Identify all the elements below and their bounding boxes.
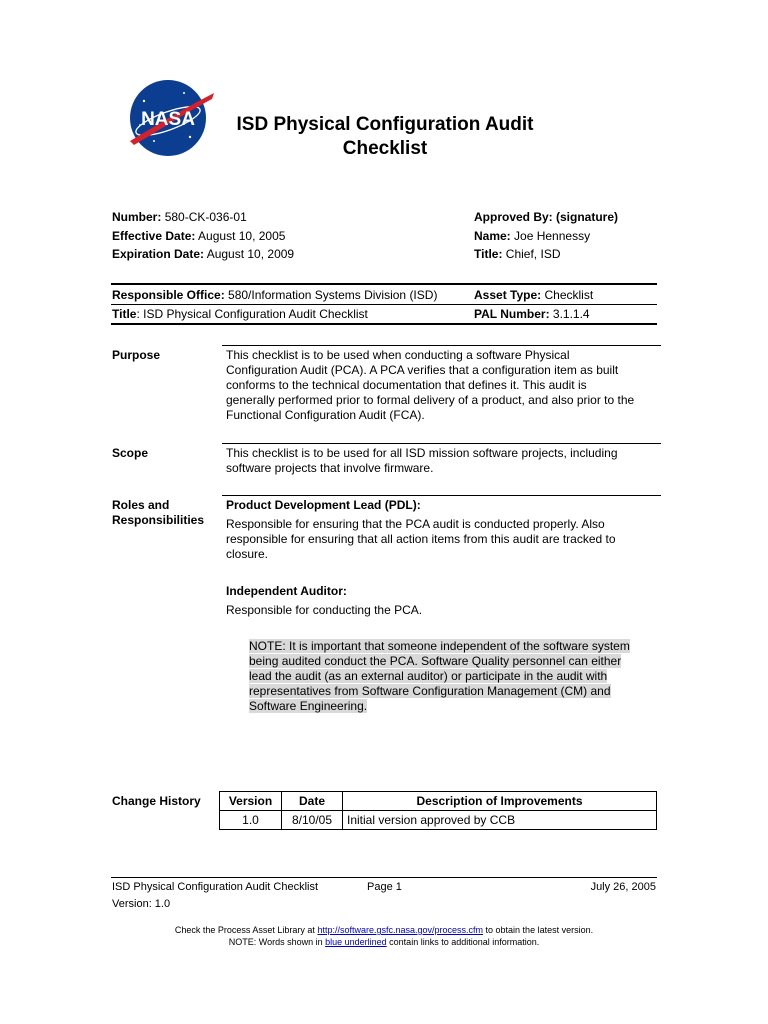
footer-rule <box>111 877 657 878</box>
footer-note-text: NOTE: Words shown in <box>228 937 326 947</box>
pdl-line: Responsible for ensuring that the PCA audit is conducted properly. Also <box>226 517 605 531</box>
office-bottom-rule <box>111 323 657 325</box>
doc-title-value: : ISD Physical Configuration Audit Checklist <box>136 307 368 321</box>
asset-type-row <box>474 286 593 304</box>
table-header-row <box>220 792 657 811</box>
roles-label-line: Roles and <box>112 498 170 512</box>
purpose-rule <box>222 345 661 346</box>
scope-label: Scope <box>112 446 149 460</box>
footer-check-text: to obtain the latest version. <box>483 925 594 935</box>
roles-label <box>112 498 204 528</box>
approved-by-label: Approved By: (signature) <box>474 210 619 224</box>
title-label: Title: <box>474 247 503 261</box>
office-top-rule <box>111 283 657 285</box>
scope-line: This checklist is to be used for all ISD mission software projects, including <box>226 446 618 460</box>
responsible-office-row <box>112 286 437 304</box>
responsible-office-label: Responsible Office: <box>112 288 225 302</box>
expiration-date-label: Expiration Date: <box>112 247 205 261</box>
pal-number-row <box>474 305 590 323</box>
scope-line: software projects that involve firmware. <box>226 461 434 475</box>
footer-date: July 26, 2005 <box>590 881 656 893</box>
scope-text <box>226 446 666 476</box>
approved-by-row <box>474 208 618 226</box>
change-history-label: Change History <box>112 794 201 808</box>
footer-note-text: contain links to additional information. <box>386 937 540 947</box>
number-row <box>112 208 247 226</box>
purpose-line: conforms to the technical documentation that defines it. This audit is <box>226 378 587 392</box>
responsible-office-value: 580/Information Systems Division (ISD) <box>228 288 438 302</box>
note-line: lead the audit (as an external auditor) or participate in the audit with <box>249 669 608 683</box>
pdl-heading: Product Development Lead (PDL): <box>226 498 421 512</box>
doc-title-label: Title <box>112 307 137 321</box>
pdl-line: responsible for ensuring that all action items from this audit are tracked to <box>226 532 616 546</box>
process-asset-library-link[interactable]: http://software.gsfc.nasa.gov/process.cfm <box>317 925 484 935</box>
svg-text:NASA: NASA <box>141 109 195 130</box>
table-header: Description of Improvements <box>343 792 657 811</box>
purpose-label: Purpose <box>112 348 161 362</box>
expiration-date-value: August 10, 2009 <box>206 247 295 261</box>
pal-number-label: PAL Number: <box>474 307 550 321</box>
effective-date-label: Effective Date: <box>112 229 196 243</box>
footer-doc-name: ISD Physical Configuration Audit Checklist <box>112 881 319 893</box>
title-value: Chief, ISD <box>505 247 561 261</box>
note-line: NOTE: It is important that someone independent of the software system <box>249 639 630 653</box>
table-cell: Initial version approved by CCB <box>343 811 657 830</box>
name-label: Name: <box>474 229 511 243</box>
table-row <box>220 811 657 830</box>
roles-label-line: Responsibilities <box>112 513 205 527</box>
purpose-line: generally performed prior to formal delivery of a product, and also prior to the <box>226 393 635 407</box>
effective-date-row <box>112 227 285 245</box>
effective-date-value: August 10, 2005 <box>198 229 286 243</box>
roles-rule <box>222 495 661 496</box>
auditor-text: Responsible for conducting the PCA. <box>226 603 423 617</box>
change-history-table <box>219 791 657 830</box>
footer-note-line <box>100 936 668 949</box>
name-row <box>474 227 590 245</box>
note-box <box>249 639 649 714</box>
footer-page: Page 1 <box>367 881 402 893</box>
expiration-date-row <box>112 245 294 263</box>
title-line-2: Checklist <box>342 138 428 159</box>
title-row <box>474 245 560 263</box>
pal-number-value: 3.1.1.4 <box>552 307 590 321</box>
purpose-text <box>226 348 666 423</box>
asset-type-label: Asset Type: <box>474 288 542 302</box>
asset-type-value: Checklist <box>544 288 594 302</box>
doc-title-row <box>112 305 368 323</box>
purpose-line: Functional Configuration Audit (FCA). <box>226 408 425 422</box>
footer-version: Version: 1.0 <box>112 898 171 910</box>
table-header: Date <box>282 792 343 811</box>
table-cell: 1.0 <box>220 811 282 830</box>
note-line: being audited conduct the PCA. Software Quality personnel can either <box>249 654 622 668</box>
pdl-line: closure. <box>226 547 269 561</box>
scope-rule <box>222 443 661 444</box>
footer-check-text: Check the Process Asset Library at <box>174 925 318 935</box>
number-label: Number: <box>112 210 162 224</box>
purpose-line: This checklist is to be used when conducting a software Physical <box>226 348 570 362</box>
blue-underlined-sample: blue underlined <box>325 937 387 947</box>
number-value: 580-CK-036-01 <box>164 210 247 224</box>
name-value: Joe Hennessy <box>514 229 591 243</box>
pdl-text <box>226 517 666 562</box>
note-line: Software Engineering. <box>249 699 368 713</box>
title-line-1: ISD Physical Configuration Audit <box>236 114 534 135</box>
auditor-heading: Independent Auditor: <box>226 584 347 598</box>
document-title <box>215 113 555 161</box>
purpose-line: Configuration Audit (PCA). A PCA verifies that a configuration item as built <box>226 363 619 377</box>
table-header: Version <box>220 792 282 811</box>
table-cell: 8/10/05 <box>282 811 343 830</box>
nasa-logo <box>124 75 216 160</box>
note-line: representatives from Software Configuration Management (CM) and <box>249 684 611 698</box>
